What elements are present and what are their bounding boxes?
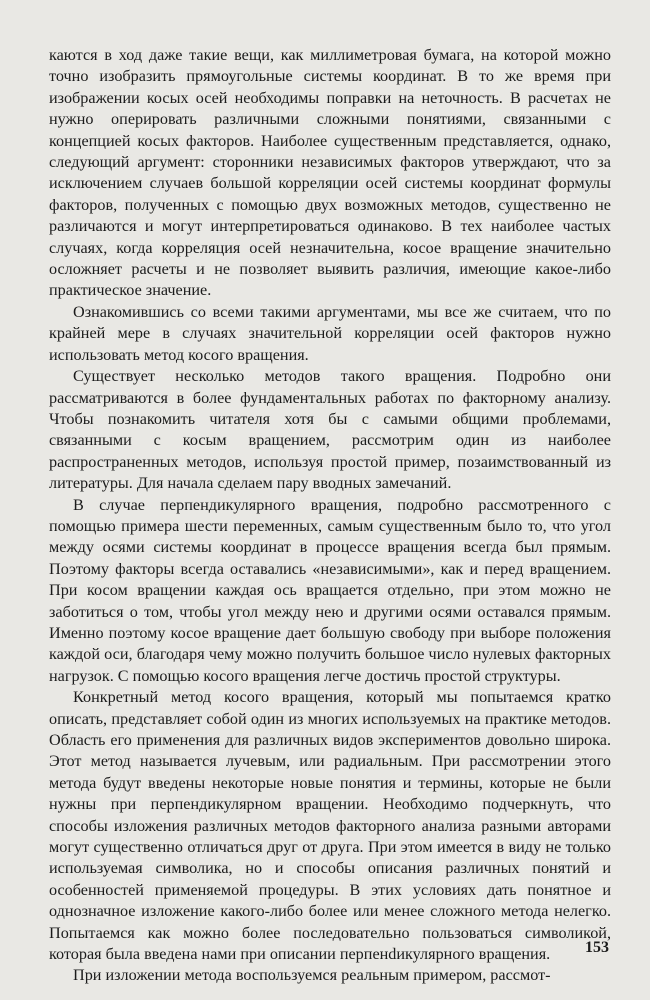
paragraph-3: Существует несколько методов такого вращения. Подробно они рассматриваются в более фундаментальных работах по факторному анализу. Чтобы познакомить читателя хотя бы с самыми общими проблемами, связанными с косым вращением, рассмотрим один из наиболее распространенных методов, используя простой пример, позаимствованный из литературы. Для начала сделаем пару вводных замечаний. xyxy=(49,367,611,493)
paragraph-5: Конкретный метод косого вращения, который мы попытаемся кратко описать, представляет собой один из многих используемых на практике методов. Область его применения для различных видов экспериментов довольно широка. Этот метод называется лучевым, или радиальным. При рассмотрении этого метода будут введены некоторые новые понятия и термины, которые не были нужны при перпендикулярном вращении. Необходимо подчеркнуть, что способы изложения различных методов факторного анализа разными авторами могут существенно отличаться друг от друга. При этом имеется в виду не только используемая символика, но и способы описания различных понятий и особенностей применяемой процедуры. В этих условиях дать понятное и однозначное изложение какого-либо более или менее сложного метода нелегко. Попытаемся как можно более последовательно пользоваться символикой, которая была введена нами при описании перпенdикулярного вращения. xyxy=(49,688,611,964)
paragraph-6: При изложении метода воспользуемся реальным примером, рассмот- xyxy=(73,966,551,985)
paragraph-2: Ознакомившись со всеми такими аргументами, мы все же считаем, что по крайней мере в случаях значительной корреляции осей факторов нужно использовать метод косого вращения. xyxy=(49,302,611,364)
paragraph-1: каются в ход даже такие вещи, как миллиметровая бумага, на которой можно точно изобразить прямоугольные системы координат. В то же время при изображении косых осей необходимы поправки на неточность. В расчетах не нужно оперировать различными сложными понятиями, связанными с концепцией косых факторов. Наиболее существенным представляется, однако, следующий аргумент: сторонники независимых факторов утверждают, что за исключением случаев большой корреляции осей системы координат формулы факторов, полученных с помощью двух возможных методов, существенно не различаются и могут интерпретироваться одинаково. В тех наиболее частых случаях, когда корреляция осей незначительна, косое вращение значительно осложняет расчеты и не позволяет выявить различия, имеющие какое-либо практическое значение. xyxy=(49,46,611,300)
paragraph-4: В случае перпендикулярного вращения, подробно рассмотренного с помощью примера шести переменных, самым существенным было то, что угол между осями системы координат в процессе вращения всегда был прямым. Поэтому факторы всегда оставались «независимыми», как и перед вращением. При косом вращении каждая ось вращается отдельно, при этом можно не заботиться о том, чтобы угол между нею и другими осями оставался прямым. Именно поэтому косое вращение дает большую свободу при выборе положения каждой оси, благодаря чему можно получить большое число нулевых факторных нагрузок. С помощью косого вращения легче достичь простой структуры. xyxy=(49,495,611,685)
page-number: 153 xyxy=(585,939,609,956)
page-text-body xyxy=(49,45,611,987)
